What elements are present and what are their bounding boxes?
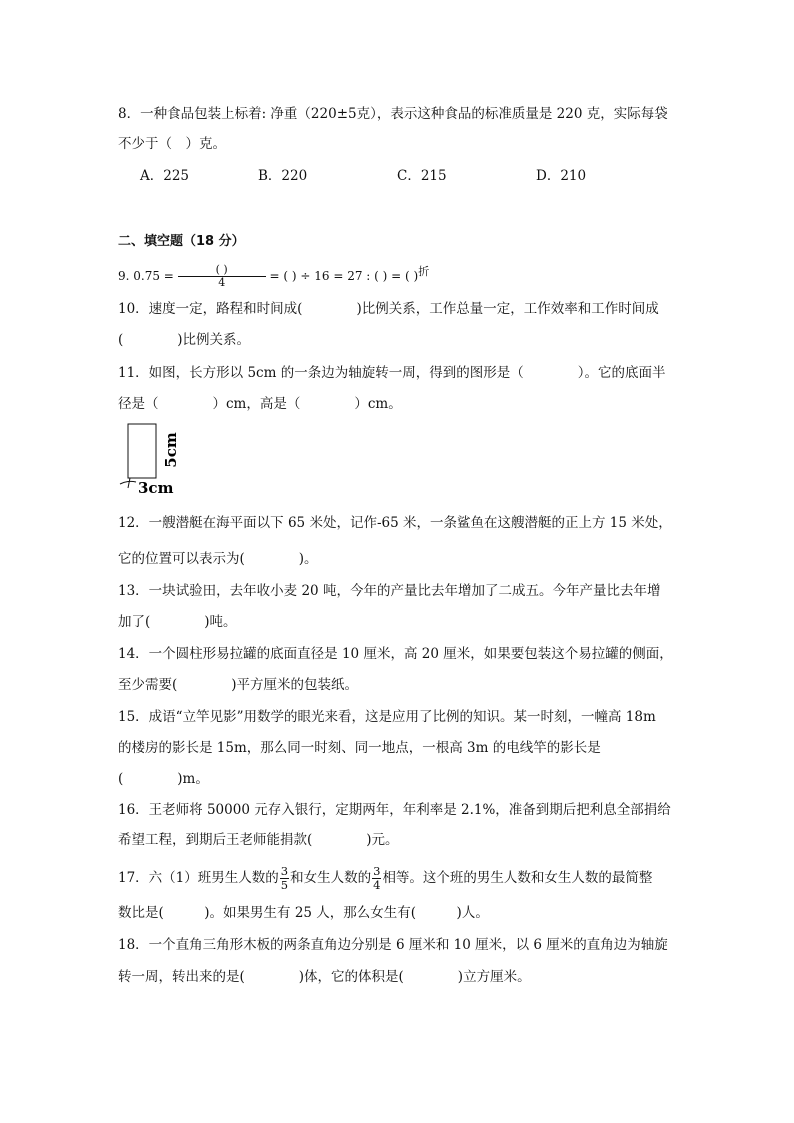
q8-option-d: D．210 <box>536 168 587 184</box>
q11-line1: 11．如图，长方形以 5cm 的一条边为轴旋转一周，得到的图形是（ ）。它的底面半 <box>118 365 666 381</box>
q17-fraction-1-denominator: 5 <box>280 878 289 892</box>
q8-option-b: B．220 <box>258 168 308 184</box>
q8-line1: 8．一种食品包装上标着: 净重（220±5克），表示这种食品的标准质量是 220 克，实际每袋 <box>118 106 668 122</box>
q14-line1: 14．一个圆柱形易拉罐的底面直径是 10 厘米，高 20 厘米，如果要包装这个易拉罐的侧面， <box>118 646 673 662</box>
q8-line2: 不少于（ ）克。 <box>118 136 226 152</box>
rotation-arrow-icon <box>120 481 136 484</box>
q8-option-a: A．225 <box>140 168 190 184</box>
q18-line2: 转一周，转出来的是( )体，它的体积是( )立方厘米。 <box>118 969 531 985</box>
q8-option-c: C．215 <box>397 168 447 184</box>
q14-line2: 至少需要( )平方厘米的包装纸。 <box>118 677 359 693</box>
q17-fraction-2-denominator: 4 <box>373 878 381 892</box>
q17-part2: 和女生人数的 <box>290 870 372 886</box>
q9-rest: = ( ) ÷ 16 = 27 : ( ) = ( ) <box>269 269 419 283</box>
rectangle-rotation-figure <box>116 420 196 500</box>
q18-line1: 18．一个直角三角形木板的两条直角边分别是 6 厘米和 10 厘米，以 6 厘米的直角边为轴旋 <box>118 937 668 953</box>
rectangle-shape <box>128 424 156 478</box>
q17-fraction-2 <box>372 865 381 892</box>
q16-line1: 16．王老师将 50000 元存入银行，定期两年，年利率是 2.1%，准备到期后把利息全部捐给 <box>118 802 671 818</box>
q10-line2: ( )比例关系。 <box>118 332 251 348</box>
q17-line1 <box>118 864 652 892</box>
q9-prefix: 9. 0.75 = <box>118 269 174 283</box>
rotation-axis-icon <box>128 478 130 488</box>
q9-fraction <box>178 264 266 289</box>
q15-line2: 的楼房的影长是 15m，那么同一时刻、同一地点，一根高 3m 的电线竿的影长是 <box>118 740 601 756</box>
q17-fraction-2-numerator: 3 <box>373 864 381 878</box>
fig-width-label: 3cm <box>138 479 174 497</box>
q13-line1: 13．一块试验田，去年收小麦 20 吨，今年的产量比去年增加了二成五。今年产量比去年增 <box>118 583 661 599</box>
q17-part3: 相等。这个班的男生人数和女生人数的最简整 <box>382 870 653 886</box>
q15-line1: 15．成语“立竿见影”用数学的眼光来看，这是应用了比例的知识。某一时刻，一幢高 18m <box>118 709 656 725</box>
q10-line1: 10．速度一定，路程和时间成( )比例关系，工作总量一定，工作效率和工作时间成 <box>118 301 659 317</box>
q12-line1: 12．一艘潜艇在海平面以下 65 米处，记作-65 米，一条鲨鱼在这艘潜艇的正上方 15 米处， <box>118 515 672 531</box>
q17-fraction-1 <box>280 865 289 892</box>
q11-line2: 径是（ ）cm，高是（ ）cm。 <box>118 396 402 412</box>
q9-fraction-bottom: 4 <box>218 276 226 289</box>
q9-fraction-top: ( ) <box>178 264 266 277</box>
q17-part1: 17．六（1）班男生人数的 <box>118 870 279 886</box>
section-title-fill-blank: 二、填空题（18 分） <box>118 234 245 249</box>
q12-line2: 它的位置可以表示为( )。 <box>118 551 318 567</box>
q9-suffix: 折 <box>418 265 430 278</box>
q16-line2: 希望工程，到期后王老师能捐款( )元。 <box>118 832 399 848</box>
q17-line2: 数比是( )。如果男生有 25 人，那么女生有( )人。 <box>118 905 489 921</box>
q13-line2: 加了( )吨。 <box>118 614 237 630</box>
q17-fraction-1-numerator: 3 <box>280 864 289 878</box>
q15-line3: ( )m。 <box>118 771 209 787</box>
q9-line <box>118 258 429 290</box>
fig-height-label: 5cm <box>162 432 180 468</box>
